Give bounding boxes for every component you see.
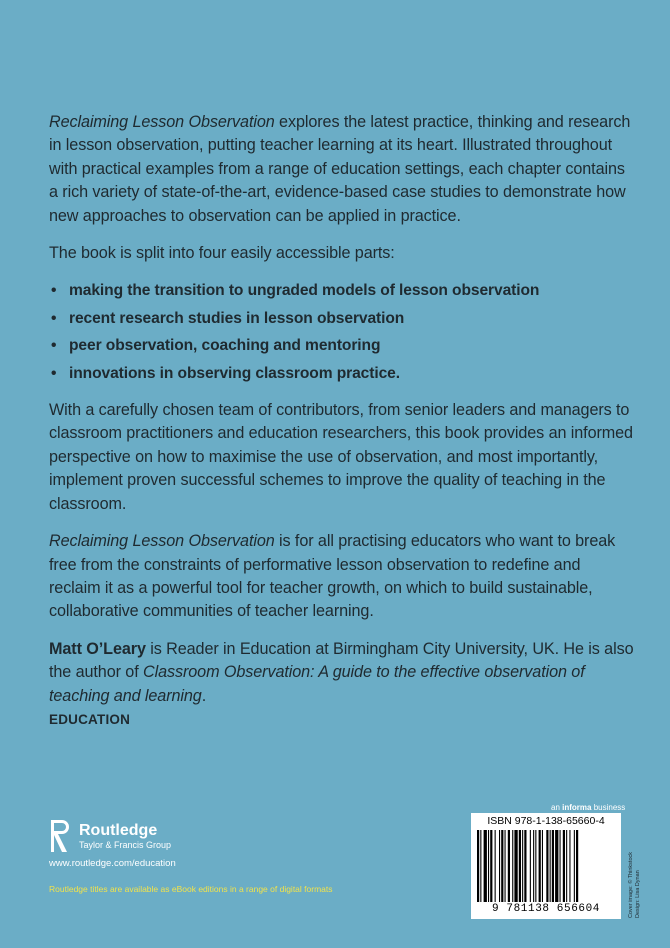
author-other-book: Classroom Observation: A guide to the effective observation of teaching and learning xyxy=(49,663,585,705)
barcode-bars-icon xyxy=(475,830,617,902)
author-bio-end: . xyxy=(201,686,207,705)
publisher-website: www.routledge.com/education xyxy=(49,858,176,869)
author-name: Matt O’Leary xyxy=(49,639,146,658)
blurb-paragraph-1-text: explores the latest practice, thinking and research in lesson observation, putting teacher learning at its heart. Illustrated throughout with practical examples from a range of education settings, each chapter contains a rich variety of state-of-the-art, evidence-based case studies to demonstrate how new approaches to observation can be applied in practice. xyxy=(49,113,631,225)
blurb xyxy=(49,111,634,722)
list-item: • innovations in observing classroom practice. xyxy=(49,362,634,385)
informa-business: an informa business xyxy=(551,803,626,812)
blurb-paragraph-2: The book is split into four easily accessible parts: xyxy=(49,244,395,263)
list-item: • peer observation, coaching and mentoring xyxy=(49,334,634,357)
blurb-paragraph-4-text: is for all practising educators who want to break free from the constraints of performative lesson observation to redefine and reclaim it as a powerful tool for teacher growth, on which to build sustainable, collaborative communities of teacher learning. xyxy=(49,532,616,621)
routledge-r-icon xyxy=(49,818,71,854)
publisher-logo xyxy=(49,818,171,854)
author-bio xyxy=(49,638,634,708)
blurb-paragraph-3: With a carefully chosen team of contributors, from senior leaders and managers to classroom practitioners and education researchers, this book provides an informed perspective on how to maximise the use of observation, and most importantly, implement proven successful schemes to improve the quality of teaching in the classroom. xyxy=(49,401,633,513)
isbn-barcode xyxy=(471,813,621,919)
book-title: Reclaiming Lesson Observation xyxy=(49,532,275,551)
parts-list xyxy=(49,279,634,385)
subject-category: EDUCATION xyxy=(49,712,131,727)
ebook-note: Routledge titles are available as eBook editions in a range of digital formats xyxy=(49,884,333,894)
cover-credits: Cover image: © Thinkstock Design: Lisa Dynan xyxy=(628,851,641,918)
publisher-group: Taylor & Francis Group xyxy=(79,839,172,850)
publisher-name: Routledge xyxy=(79,821,158,839)
isbn-digits: 9 781138 656604 xyxy=(491,903,601,915)
publisher-text xyxy=(79,822,171,851)
author-bio-text: is Reader in Education at Birmingham City University, UK. He is also the author of xyxy=(49,639,634,682)
blurb-paragraph-1 xyxy=(49,111,634,228)
blurb-paragraph-4 xyxy=(49,530,634,624)
list-item: • recent research studies in lesson observation xyxy=(49,307,634,330)
list-item: • making the transition to ungraded models of lesson observation xyxy=(49,279,634,302)
isbn-label: ISBN 978-1-138-65660-4 xyxy=(487,815,605,827)
book-title: Reclaiming Lesson Observation xyxy=(49,113,275,131)
